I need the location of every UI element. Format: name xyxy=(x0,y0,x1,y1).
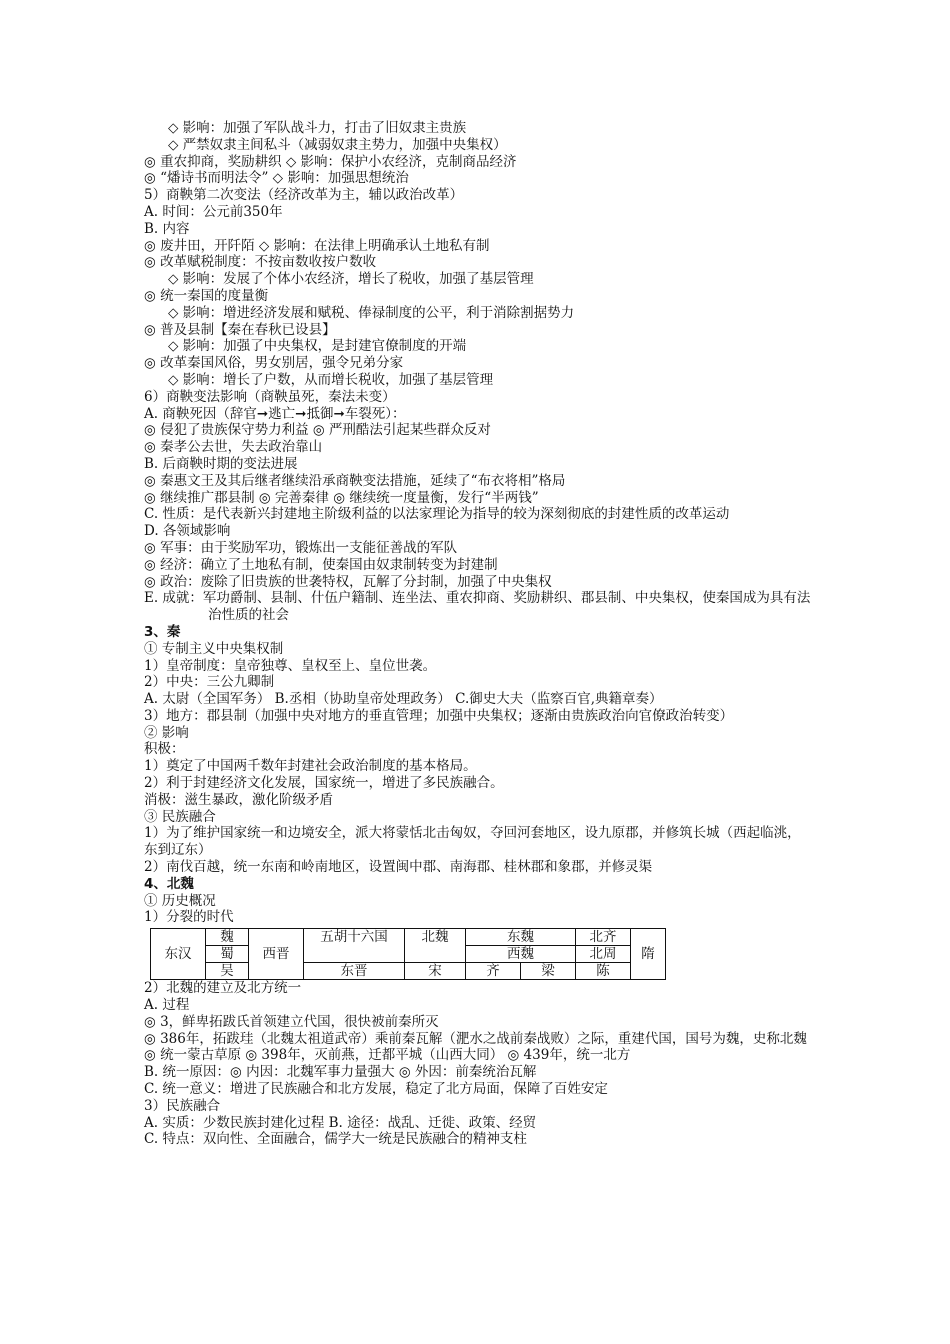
text-line: ◎ 改革赋税制度：不按亩数收按户数收 xyxy=(144,254,377,271)
text-line: 2）北魏的建立及北方统一 xyxy=(144,980,302,997)
text-line: ◎ 废井田，开阡陌 ◇ 影响：在法律上明确承认土地私有制 xyxy=(144,237,490,254)
text-line: ◇ 影响：增长了户数，从而增长税收，加强了基层管理 xyxy=(168,371,494,388)
table-cell: 隋 xyxy=(631,929,666,980)
text-line: ◎ “燔诗书而明法令” ◇ 影响：加强思想统治 xyxy=(144,170,409,187)
text-line: ◎ 经济：确立了土地私有制，使秦国由奴隶制转变为封建制 xyxy=(144,556,498,573)
table-cell: 宋 xyxy=(405,963,466,980)
table-cell: 西晋 xyxy=(249,929,304,980)
text-line: A. 时间：公元前350年 xyxy=(144,203,283,220)
text-line: 1）分裂的时代 xyxy=(144,909,234,926)
text-line: ◎ 统一秦国的度量衡 xyxy=(144,287,269,304)
text-line: ◎ 重农抑商，奖励耕织 ◇ 影响：保护小农经济，克制商品经济 xyxy=(144,153,517,170)
text-line: A. 过程 xyxy=(144,997,190,1014)
table-cell: 魏 xyxy=(206,929,249,946)
text-line: 消极：滋生暴政，激化阶级矛盾 xyxy=(144,791,333,808)
text-paragraph: ◎ 386年，拓跋珪（北魏太祖道武帝）乘前秦瓦解（淝水之战前秦战败）之际，重建代国，国号为魏，史称北魏 xyxy=(144,1030,807,1047)
text-line: ◎ 军事：由于奖励军功，锻炼出一支能征善战的军队 xyxy=(144,539,458,556)
text-line: ◇ 影响：加强了中央集权，是封建官僚制度的开端 xyxy=(168,338,467,355)
text-line: ② 影响 xyxy=(144,724,189,741)
table-cell: 东晋 xyxy=(304,963,405,980)
text-line: D. 各领域影响 xyxy=(144,523,231,540)
text-line: B. 内容 xyxy=(144,220,190,237)
text-line: 2）中央：三公九卿制 xyxy=(144,674,275,691)
table-cell: 陈 xyxy=(576,963,631,980)
table-cell: 吴 xyxy=(206,963,249,980)
text-line: ◇ 影响：加强了军队战斗力，打击了旧奴隶主贵族 xyxy=(168,120,467,136)
text-line: ① 历史概况 xyxy=(144,892,216,909)
table-cell: 北魏 xyxy=(405,929,466,963)
text-line: ◎ 普及县制【秦在春秋已设县】 xyxy=(144,321,336,338)
text-line: ◎ 秦惠文王及其后继者继续沿承商鞅变法措施，延续了“布衣将相”格局 xyxy=(144,472,566,489)
table-cell: 五胡十六国 xyxy=(304,929,405,963)
text-line: C. 特点：双向性、全面融合，儒学大一统是民族融合的精神支柱 xyxy=(144,1131,527,1148)
text-paragraph: 1）为了维护国家统一和边境安全，派大将蒙恬北击匈奴，夺回河套地区，设九原郡，并修筑长城（西起临洮，东到辽东） xyxy=(144,825,801,859)
section-title: 3、秦 xyxy=(144,623,181,640)
text-line: ◇ 影响：增进经济发展和赋税、俸禄制度的公平，利于消除割据势力 xyxy=(168,304,575,321)
table-cell: 东汉 xyxy=(151,929,206,980)
text-line: 2）利于封建经济文化发展，国家统一，增进了多民族融合。 xyxy=(144,775,504,792)
table-cell: 西魏 xyxy=(466,946,576,963)
text-paragraph: 3）地方：郡县制（加强中央对地方的垂直管理；加强中央集权；逐渐由贵族政治向官僚政治转变） xyxy=(144,707,734,724)
text-paragraph: E. 成就：军功爵制、县制、什伍户籍制、连坐法、重农抑商、奖励耕织、郡县制、中央集权，使秦国成为具有法治性质的社会 xyxy=(144,590,811,624)
document-page xyxy=(144,120,814,1148)
text-line: 1）奠定了中国两千数年封建社会政治制度的基本格局。 xyxy=(144,758,477,775)
section-title: 4、北魏 xyxy=(144,875,194,892)
section-heading: 6）商鞅变法影响（商鞅虽死，秦法未变） xyxy=(144,388,396,405)
text-line: 1）皇帝制度：皇帝独尊、皇权至上、皇位世袭。 xyxy=(144,657,437,674)
text-line: 3）民族融合 xyxy=(144,1097,221,1114)
text-line: ◎ 政治：废除了旧贵族的世袭特权，瓦解了分封制，加强了中央集权 xyxy=(144,573,552,590)
text-line: ③ 民族融合 xyxy=(144,808,216,825)
text-line: 积极： xyxy=(144,741,185,758)
text-line: ① 专制主义中央集权制 xyxy=(144,640,284,657)
table-cell: 北齐 xyxy=(576,929,631,946)
text-paragraph: C. 性质：是代表新兴封建地主阶级利益的以法家理论为指导的较为深刻彻底的封建性质的改革运动 xyxy=(144,506,730,523)
text-line: 2）南伐百越，统一东南和岭南地区，设置闽中郡、南海郡、桂林郡和象郡，并修灵渠 xyxy=(144,859,653,876)
text-line: ◎ 侵犯了贵族保守势力利益 ◎ 严刑酷法引起某些群众反对 xyxy=(144,422,491,439)
dynasty-timeline-table xyxy=(150,928,666,980)
text-line: A. 太尉（全国军务） B.丞相（协助皇帝处理政务） C.御史大夫（监察百官,典籍章奏） xyxy=(144,691,663,708)
text-line: ◎ 3，鲜卑拓跋氏首领建立代国，很快被前秦所灭 xyxy=(144,1013,439,1030)
table-cell: 蜀 xyxy=(206,946,249,963)
text-line: A. 实质：少数民族封建化过程 B. 途径：战乱、迁徙、政策、经贸 xyxy=(144,1114,537,1131)
table-cell: 东魏 xyxy=(466,929,576,946)
text-line: C. 统一意义：增进了民族融合和北方发展，稳定了北方局面，保障了百姓安定 xyxy=(144,1081,608,1098)
text-line: B. 后商鞅时期的变法进展 xyxy=(144,455,298,472)
text-line: A. 商鞅死因（辞官➞逃亡➞抵御➞车裂死）： xyxy=(144,405,406,422)
text-line: ◇ 影响：发展了个体小农经济，增长了税收，加强了基层管理 xyxy=(168,271,534,288)
text-line: ◎ 改革秦国风俗，男女别居，强令兄弟分家 xyxy=(144,355,404,372)
text-line: ◎ 继续推广郡县制 ◎ 完善秦律 ◎ 继续统一度量衡，发行“半两钱” xyxy=(144,489,539,506)
text-line: ◇ 严禁奴隶主间私斗（减弱奴隶主势力，加强中央集权） xyxy=(168,136,507,153)
table-cell: 梁 xyxy=(521,963,576,980)
text-line: ◎ 秦孝公去世，失去政治靠山 xyxy=(144,439,323,456)
text-line: B. 统一原因：◎ 内因：北魏军事力量强大 ◎ 外因：前秦统治瓦解 xyxy=(144,1064,537,1081)
section-heading: 5）商鞅第二次变法（经济改革为主，辅以政治改革） xyxy=(144,187,464,204)
table-cell: 北周 xyxy=(576,946,631,963)
text-line: ◎ 统一蒙古草原 ◎ 398年，灭前燕，迁都平城（山西大同） ◎ 439年，统一北方 xyxy=(144,1047,631,1064)
table-cell: 齐 xyxy=(466,963,521,980)
